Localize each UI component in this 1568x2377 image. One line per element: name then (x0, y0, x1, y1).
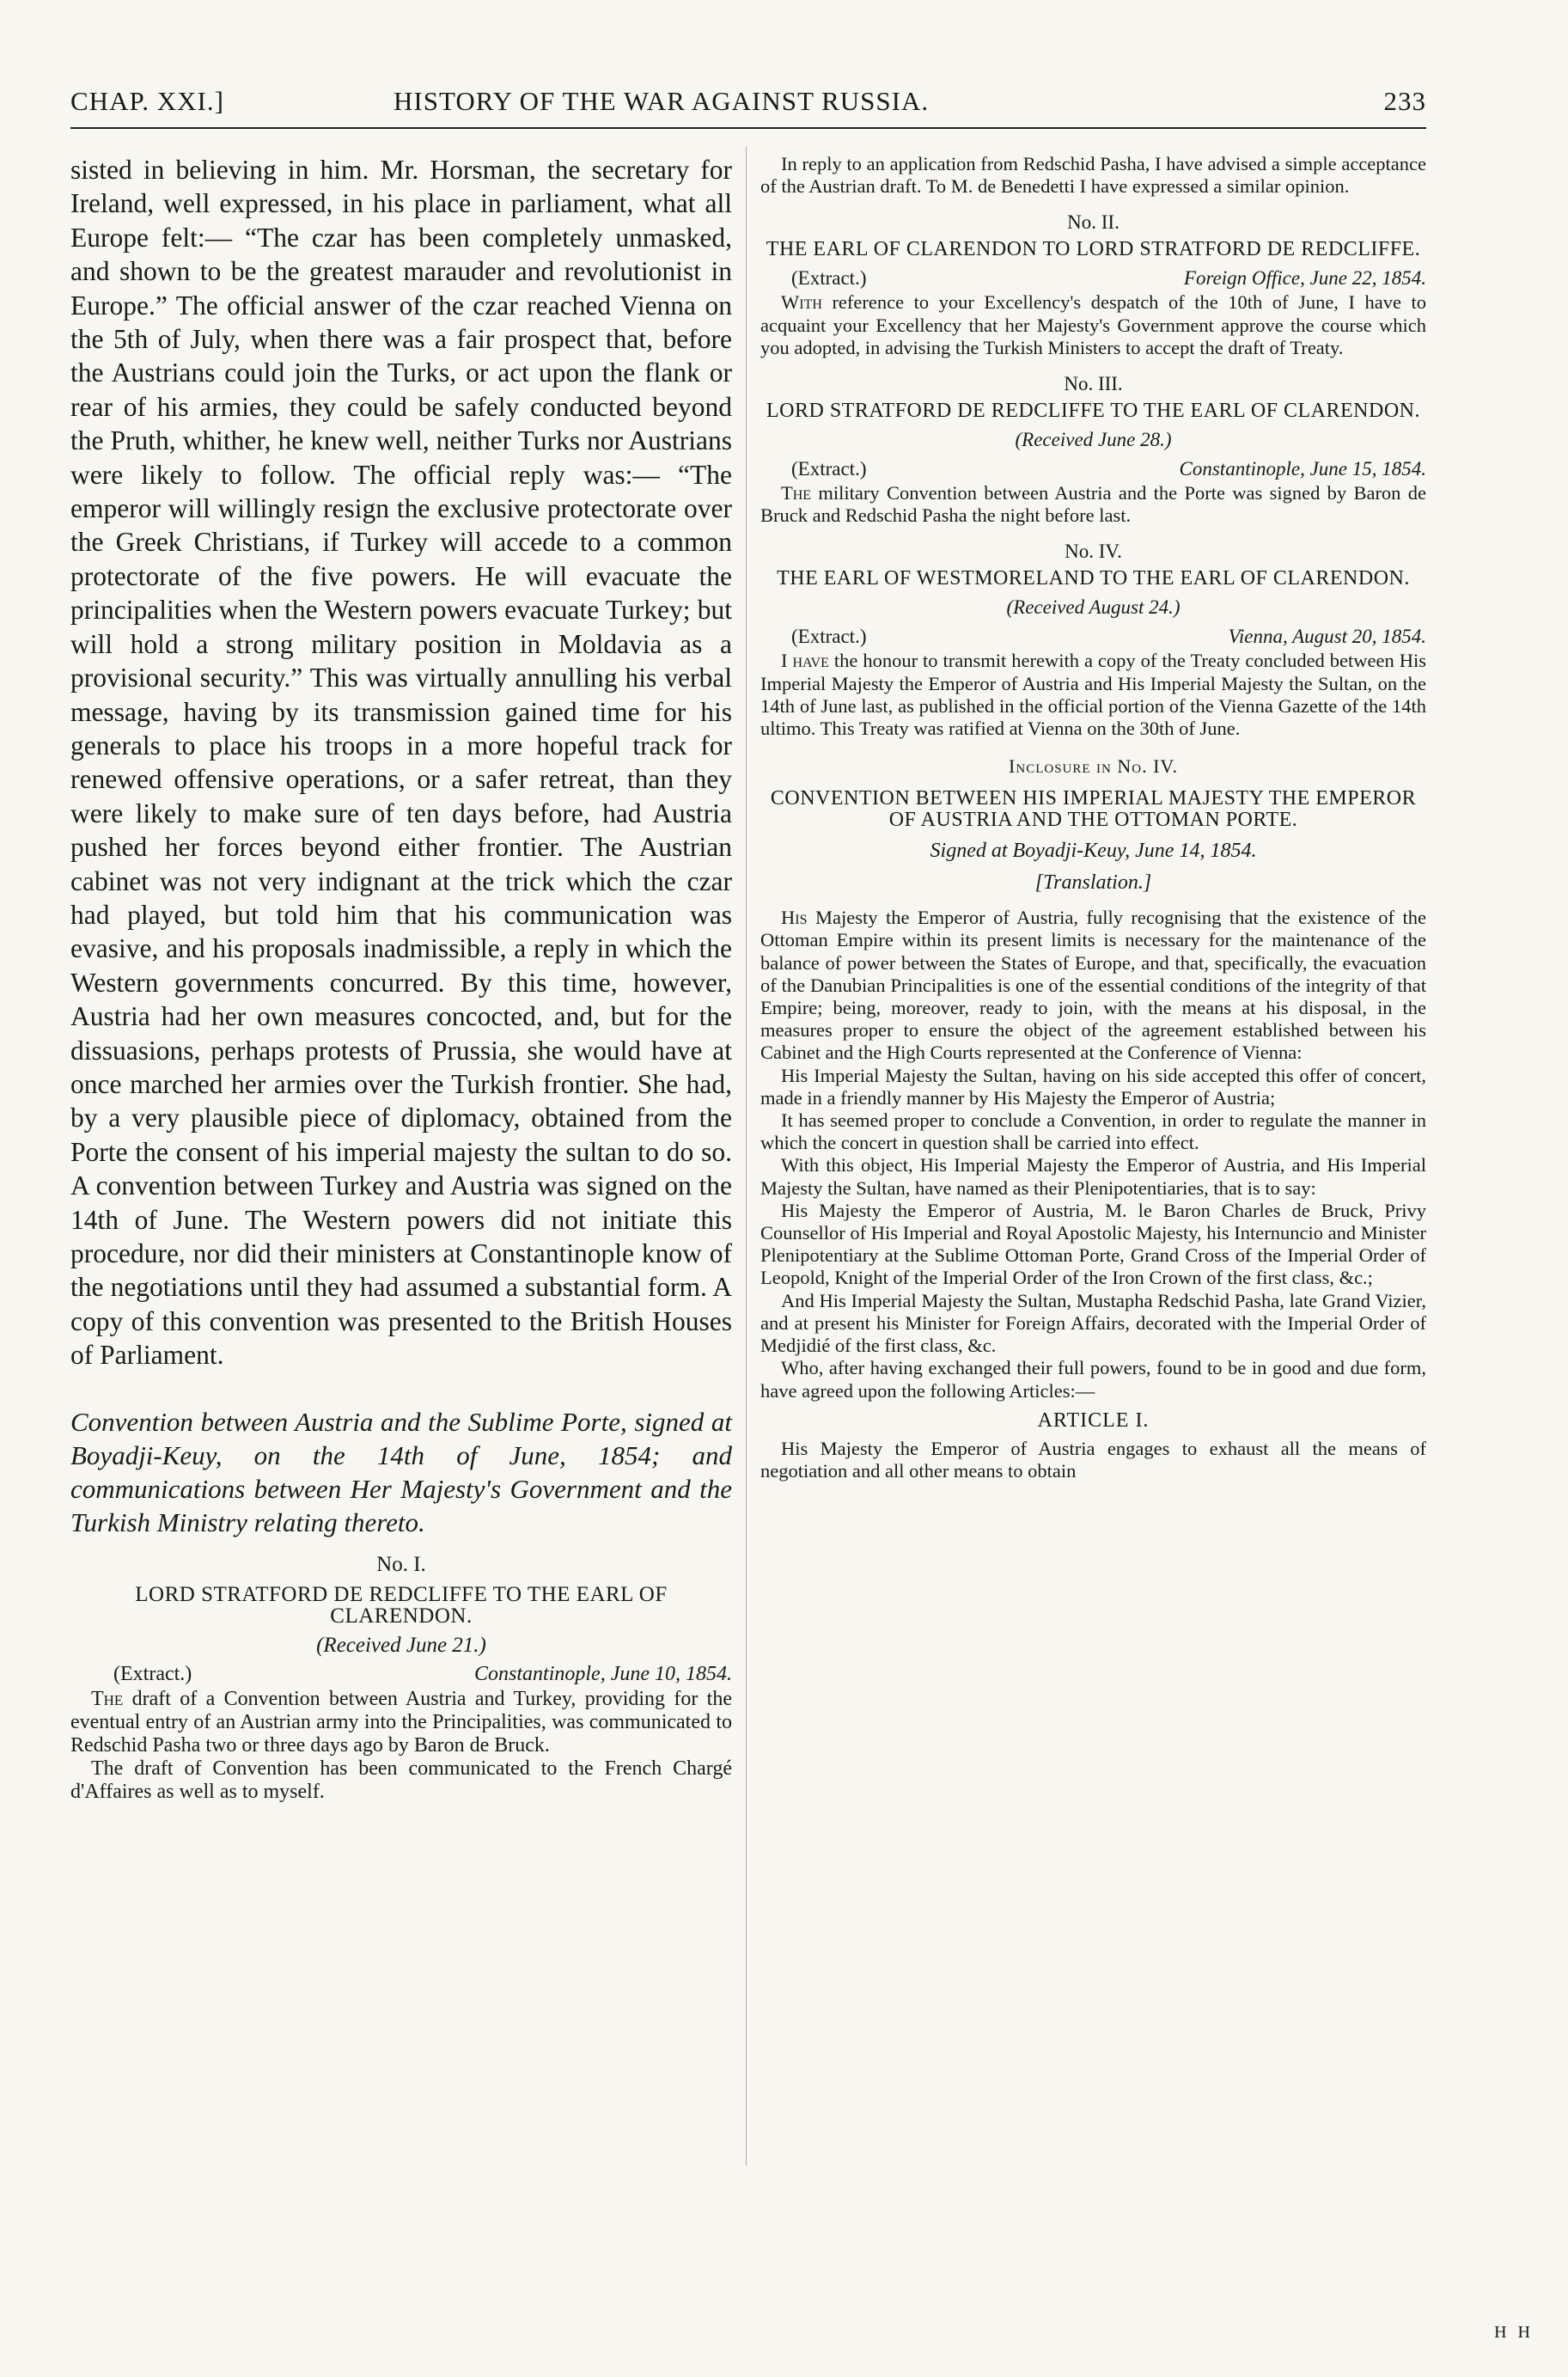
doc-number: No. II. (1067, 211, 1120, 234)
convention-title: CONVENTION BETWEEN HIS IMPERIAL MAJESTY THE EMPEROR OF AUSTRIA AND THE OTTOMAN PORTE. (770, 787, 1417, 832)
convention-paragraph: His Majesty the Emperor of Austria engages to exhaust all the means of negotiation and all other means to obtain (760, 1437, 1426, 1482)
doc-received: (Received August 24.) (1006, 596, 1181, 619)
lead-word: The (781, 482, 812, 504)
extract-line (760, 267, 1426, 290)
extract-label: (Extract.) (791, 626, 867, 648)
place-date: Constantinople, June 10, 1854. (474, 1662, 732, 1685)
enclosure-label: Inclosure in No. IV. (1009, 755, 1178, 778)
convention-paragraph: Who, after having exchanged their full powers, found to be in good and due form, have agreed upon the following Articles:— (760, 1357, 1426, 1402)
doc-number: No. IV. (1065, 541, 1122, 563)
header-rule (70, 127, 1426, 129)
narrative-paragraph: sisted in believing in him. Mr. Horsman, the secretary for Ireland, well expressed, in his place in parliament, what all Europe felt:— “The czar has been completely unmasked, and shown to be the greatest marauder and revolutionist in Europe.” The official answer of the czar reached Vienna on the 5th of July, when there was a fair prospect that, before the Austrians could join the Turks, or act upon the flank or rear of his armies, they could be safely conducted beyond the Pruth, whither, he knew well, neither Turks nor Austrians were likely to follow. The official reply was:— “The emperor will willingly resign the exclusive protectorate over the Greek Christians, if Turkey will accede to a common protectorate of the five powers. He will evacuate the principalities when the Western powers evacuate Turkey; but will hold a strong military position in Moldavia as a provisional security.” This was virtually annulling his verbal message, having by its transmission gained time for his generals to place his troops in a more hopeful track for renewed offensive operations, or a safer retreat, than they were likely to make sure of ten days before, had Austria pushed her forces beyond either frontier. The Austrian cabinet was not very indignant at the trick which the czar had played, but told him that his communication was evasive, and his proposals inadmissible, a reply in which the Western governments concurred. By this time, however, Austria had her own measures concocted, and, but for the dissuasions, perhaps protests of Prussia, she would have at once marched her armies over the Turkish frontier. She had, by a very plausible piece of diplomacy, obtained from the Porte the consent of his imperial majesty the sultan to do so. A convention between Turkey and Austria was signed on the 14th of June. The Western powers did not initiate this procedure, nor did their ministers at Constantinople know of the negotiations until they had assumed a substantial form. A copy of this convention was presented to the British Houses of Parliament. (70, 155, 732, 1371)
page-number: 233 (1383, 86, 1426, 116)
convention-paragraph: And His Imperial Majesty the Sultan, Mustapha Redschid Pasha, late Grand Vizier, and at present his Minister for Foreign Affairs, decorated with the Imperial Order of Medjidié of the first class, &c. (760, 1289, 1426, 1357)
extract-line (760, 458, 1426, 480)
extract-line (70, 1663, 732, 1686)
doc-title: LORD STRATFORD DE REDCLIFFE TO THE EARL OF CLARENDON. (766, 400, 1420, 423)
extract-label: (Extract.) (113, 1662, 192, 1685)
doc-paragraph: The draft of Convention has been communicated to the French Chargé d'Affaires as well as to myself. (70, 1757, 732, 1803)
doc-paragraph-text: draft of a Convention between Austria and Turkey, providing for the eventual entry of an Austrian army into the Principalities, was communicated to Redschid Pasha two or three days ago by Baron de Bruck. (70, 1687, 732, 1757)
signed-line: Signed at Boyadji-Keuy, June 14, 1854. (930, 840, 1257, 863)
convention-paragraph: His Majesty the Emperor of Austria, M. le Baron Charles de Bruck, Privy Counsellor of His Imperial and Royal Apostolic Majesty, his Internuncio and Minister Plenipotentiary at the Sublime Ottoman Porte, Grand Cross of the Imperial Order of Leopold, Knight of the Imperial Order of the Iron Crown of the first class, &c.; (760, 1199, 1426, 1289)
doc-number: No. III. (1064, 373, 1123, 395)
doc-title: THE EARL OF CLARENDON TO LORD STRATFORD DE REDCLIFFE. (766, 238, 1421, 261)
left-column (70, 153, 732, 2215)
doc-paragraph (760, 650, 1426, 740)
convention-paragraph: With this object, His Imperial Majesty the Emperor of Austria, and His Imperial Majesty the Sultan, have named as their Plenipotentiaries, that is to say: (760, 1154, 1426, 1199)
place-date: Constantinople, June 15, 1854. (1179, 458, 1426, 480)
place-date: Foreign Office, June 22, 1854. (1183, 267, 1426, 290)
convention-paragraph (760, 907, 1426, 1064)
doc-received: (Received June 21.) (316, 1633, 486, 1657)
running-title: HISTORY OF THE WAR AGAINST RUSSIA. (394, 86, 930, 116)
lead-word: With (781, 291, 822, 314)
doc-paragraph (760, 482, 1426, 527)
doc-paragraph (760, 291, 1426, 359)
lead-word: I have (781, 650, 829, 672)
doc-paragraph-text: military Convention between Austria and the Porte was signed by Baron de Bruck and Redschid Pasha the night before last. (760, 482, 1426, 527)
convention-paragraph-text: Majesty the Emperor of Austria, fully recognising that the existence of the Ottoman Empire within its present limits is necessary for the maintenance of the balance of power between the States of Europe, and that, specifically, the evacuation of the Danubian Principalities is one of the essential conditions of the integrity of that Empire; being, moreover, ready to join, with the means at his disposal, in the measures proper to ensure the object of the agreement established between his Cabinet and the High Courts represented at the Conference of Vienna: (760, 907, 1426, 1064)
doc-received: (Received June 28.) (1015, 429, 1172, 451)
convention-caption: Convention between Austria and the Sublime Porte, signed at Boyadji-Keuy, on the 14th of June, 1854; and communications between Her Majesty's Government and the Turkish Ministry relating thereto. (70, 1406, 732, 1537)
doc-paragraph-text: reference to your Excellency's despatch of the 10th of June, I have to acquaint your Excellency that her Majesty's Government approve the course which you adopted, in advising the Turkish Ministers to accept the draft of Treaty. (760, 291, 1426, 358)
doc-title: LORD STRATFORD DE REDCLIFFE TO THE EARL OF CLARENDON. (135, 1582, 668, 1628)
article-heading: ARTICLE I. (1037, 1408, 1150, 1432)
chapter-label: CHAP. XXI.] (70, 86, 224, 116)
document-no-1 (70, 1553, 732, 1804)
right-column (760, 153, 1426, 2215)
translation-label: [Translation.] (1034, 871, 1152, 895)
column-divider (746, 146, 747, 2166)
lead-word: His (781, 907, 808, 929)
extract-line (760, 626, 1426, 648)
lead-word: The (91, 1687, 124, 1710)
place-date: Vienna, August 20, 1854. (1228, 626, 1426, 648)
convention-paragraph: His Imperial Majesty the Sultan, having on his side accepted this offer of concert, made in a friendly manner by His Majesty the Emperor of Austria; (760, 1064, 1426, 1109)
convention-paragraph: It has seemed proper to conclude a Convention, in order to regulate the manner in which the concert in question shall be carried into effect. (760, 1109, 1426, 1154)
extract-label: (Extract.) (791, 267, 867, 290)
signature-mark: H H (1494, 2323, 1534, 2342)
doc-paragraph-text: the honour to transmit herewith a copy of the Treaty concluded between His Imperial Majesty the Emperor of Austria and His Imperial Majesty the Sultan, on the 14th of June last, as published in the official portion of the Vienna Gazette of the 14th ultimo. This Treaty was ratified at Vienna on the 30th of June. (760, 650, 1426, 740)
doc-number: No. I. (376, 1552, 426, 1576)
extract-label: (Extract.) (791, 458, 867, 480)
running-header (70, 86, 1426, 129)
intro-paragraph: In reply to an application from Redschid Pasha, I have advised a simple acceptance of the Austrian draft. To M. de Benedetti I have expressed a similar opinion. (760, 153, 1426, 198)
doc-title: THE EARL OF WESTMORELAND TO THE EARL OF CLARENDON. (777, 567, 1410, 590)
doc-paragraph (70, 1688, 732, 1757)
